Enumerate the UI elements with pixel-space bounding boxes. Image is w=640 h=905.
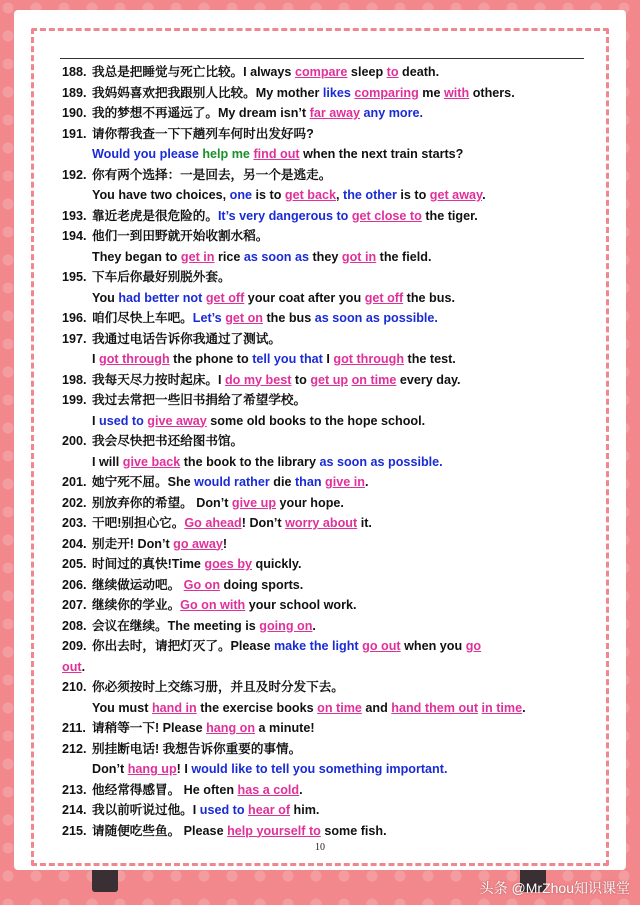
sentence-text: sleep [347, 65, 387, 79]
item-number: 212. [62, 741, 87, 756]
sentence-text: they [308, 249, 342, 264]
sentence-text: 请随便吃些鱼。 Please [92, 823, 228, 838]
item-number: 191. [62, 126, 87, 141]
item-number: 203. [62, 516, 87, 530]
sentence-text: 下车后你最好别脱外套。 [92, 270, 231, 284]
item-number: 190. [62, 106, 87, 120]
sentence-text: the phone to [169, 352, 253, 366]
sentence-text: die [269, 475, 295, 489]
sentence-text: the book to the library [180, 454, 320, 469]
item-number: 211. [62, 721, 86, 735]
key-phrase: get off [205, 290, 245, 305]
sentence-line [62, 370, 584, 391]
sentence-text: every day. [396, 372, 461, 387]
sentence-text: me [418, 85, 445, 100]
key-phrase: get on [225, 311, 263, 325]
sentence-list [62, 62, 584, 841]
highlight-text: used to [99, 413, 144, 428]
sentence-line [62, 677, 584, 698]
key-phrase: hang up [127, 762, 177, 776]
key-phrase: go [465, 639, 482, 653]
item-number: 199. [62, 393, 87, 407]
left-leg-decoration [92, 870, 118, 892]
sentence-text: quickly. [252, 557, 302, 571]
sentence-text: 请稍等一下! Please [92, 721, 207, 735]
sentence-text: is to [252, 188, 285, 202]
sentence-text: 我过去常把一些旧书捐给了希望学校。 [92, 393, 307, 407]
sentence-text: 我以前听说过他。I [92, 803, 200, 817]
sentence-line [62, 329, 584, 350]
page-number: 10 [315, 842, 325, 853]
key-phrase: find out [253, 147, 300, 161]
key-phrase: got in [341, 249, 377, 264]
key-phrase: go away [173, 536, 223, 551]
sentence-text: the test. [404, 352, 456, 366]
sentence-text: your coat after you [244, 290, 365, 305]
sentence-text: a minute! [255, 721, 315, 735]
item-number: 206. [62, 577, 87, 592]
sentence-line [62, 800, 584, 821]
highlight-text: one [229, 188, 253, 202]
sentence-text: 会议在继续。The meeting is [92, 618, 260, 633]
sentence-text: it. [357, 516, 372, 530]
item-number: 195. [62, 270, 87, 284]
item-number: 194. [62, 229, 87, 243]
sentence-text: 我每天尽力按时起床。I [92, 372, 225, 387]
key-phrase: on time [351, 372, 397, 387]
sentence-text: 干吧!别担心它。 [92, 516, 185, 530]
key-phrase: in time [481, 700, 523, 715]
highlight-text: used to [199, 803, 245, 817]
sentence-line [62, 575, 584, 596]
sentence-text: 继续做运动吧。 [92, 577, 184, 592]
sentence-line [62, 308, 584, 329]
key-phrase: hand them out [391, 700, 479, 715]
item-number: 207. [62, 598, 87, 612]
highlight-text: Would you please [92, 147, 199, 161]
sentence-text: 他经常得感冒。 He often [92, 782, 238, 797]
highlight-text: any more. [363, 106, 424, 120]
sentence-line [62, 718, 584, 739]
key-phrase: do my best [224, 372, 292, 387]
sentence-text: . [482, 188, 486, 202]
sentence-text: the field. [376, 249, 432, 264]
sentence-text: the tiger. [421, 208, 478, 223]
sentence-text: 你有两个选择：一是回去，另一个是逃走。 [92, 167, 332, 182]
highlight-text: than [294, 475, 322, 489]
item-number: 193. [62, 208, 87, 223]
sentence-line [62, 226, 584, 247]
sentence-text: 我妈妈喜欢把我跟别人比较。My mother [92, 85, 323, 100]
sentence-text: 你出去时，请把灯灭了。Please [92, 639, 274, 653]
key-phrase: hang on [206, 721, 256, 735]
sentence-text: . [522, 700, 526, 715]
sentence-line [62, 349, 584, 370]
sentence-text: ! [222, 536, 228, 551]
item-number: 198. [62, 372, 87, 387]
highlight-text: the other [343, 188, 397, 202]
item-number: 202. [62, 495, 87, 510]
highlight-text: as soon as possible. [319, 454, 443, 469]
sentence-text: 请你帮我查一下下趟列车何时出发好吗? [92, 126, 314, 141]
key-phrase: on time [317, 700, 362, 715]
key-phrase: give back [122, 454, 181, 469]
sentence-line [62, 62, 584, 83]
sentence-line [62, 247, 584, 268]
item-number: 201. [62, 475, 87, 489]
key-phrase: hand in [151, 700, 197, 715]
sentence-text: 靠近老虎是很危险的。 [92, 208, 218, 223]
sentence-text: They began to [92, 249, 181, 264]
key-phrase: has a cold [237, 782, 300, 797]
key-phrase: far away [309, 106, 361, 120]
sentence-text: You must [92, 700, 152, 715]
sentence-text: ! Don’t [241, 516, 286, 530]
key-phrase: compare [294, 65, 348, 79]
sentence-text: , [336, 188, 344, 202]
item-number: 204. [62, 536, 87, 551]
sentence-text: 别挂断电话! 我想告诉你重要的事情。 [92, 741, 302, 756]
sentence-line [62, 103, 584, 124]
item-number: 205. [62, 557, 87, 571]
sentence-text: is to [396, 188, 430, 202]
sentence-text: some fish. [320, 823, 387, 838]
sentence-text: the bus. [403, 290, 455, 305]
sentence-line [62, 759, 584, 780]
item-number: 189. [62, 85, 87, 100]
highlight-text: likes [322, 85, 351, 100]
sentence-text: I will [92, 454, 123, 469]
sentence-text: 我总是把睡觉与死亡比较。I always [92, 65, 295, 79]
sentence-text: some old books to the hope school. [206, 413, 426, 428]
highlight-text: had better not [118, 290, 203, 305]
item-number: 192. [62, 167, 87, 182]
sentence-text: . [312, 618, 316, 633]
sentence-text: 时间过的真快!Time [92, 557, 205, 571]
key-phrase: worry about [285, 516, 358, 530]
sentence-text: him. [290, 803, 320, 817]
key-phrase: give in [325, 475, 365, 489]
sentence-text: 继续你的学业。 [92, 598, 181, 612]
sentence-line [62, 698, 584, 719]
sentence-line [62, 144, 584, 165]
sentence-text: . [364, 475, 369, 489]
sentence-text: death. [398, 65, 440, 79]
highlight-text: Let’s [192, 311, 222, 325]
item-number: 200. [62, 434, 87, 448]
sentence-line [62, 616, 584, 637]
sentence-line [62, 452, 584, 473]
key-phrase: Go ahead [184, 516, 242, 530]
key-phrase: Go on with [180, 598, 246, 612]
key-phrase: get away [429, 188, 483, 202]
item-number: 188. [62, 65, 87, 79]
sentence-text: the bus [262, 311, 315, 325]
sentence-text: 我通过电话告诉你我通过了测试。 [92, 331, 281, 346]
sentence-text: to [291, 372, 311, 387]
sentence-text: 别放弃你的希望。 Don’t [92, 495, 232, 510]
key-phrase: give away [147, 413, 207, 428]
sentence-line [62, 657, 584, 678]
sentence-line [62, 411, 584, 432]
highlight-text: tell you that [252, 352, 323, 366]
sentence-text: 他们一到田野就开始收割水稻。 [92, 229, 269, 243]
sentence-line [62, 780, 584, 801]
sentence-text: when the next train starts? [299, 147, 464, 161]
sentence-text: I [92, 413, 99, 428]
sentence-text: your school work. [245, 598, 357, 612]
sentence-text: Don’t [92, 762, 128, 776]
item-number: 196. [62, 311, 87, 325]
key-phrase: got through [99, 352, 170, 366]
sentence-text: 我的梦想不再遥远了。My dream isn’t [92, 106, 310, 120]
sentence-line [62, 165, 584, 186]
item-number: 213. [62, 782, 87, 797]
item-number: 215. [62, 823, 87, 838]
highlight-text: as soon as [243, 249, 309, 264]
key-phrase: get up [310, 372, 349, 387]
sentence-line [62, 595, 584, 616]
key-phrase: get off [364, 290, 404, 305]
key-phrase: go out [362, 639, 401, 653]
sentence-line [62, 431, 584, 452]
sentence-line [62, 124, 584, 145]
key-phrase: give up [231, 495, 277, 510]
sentence-text: when you [400, 639, 466, 653]
sentence-line [62, 534, 584, 555]
key-phrase: goes by [204, 557, 253, 571]
key-phrase: to [386, 65, 399, 79]
sentence-text: You [92, 290, 119, 305]
item-number: 214. [62, 803, 87, 817]
sentence-line [62, 83, 584, 104]
key-phrase: with [444, 85, 470, 100]
key-phrase: get in [180, 249, 215, 264]
sentence-text: ! I [176, 762, 192, 776]
key-phrase: comparing [354, 85, 419, 100]
highlight-text: would rather [194, 475, 270, 489]
sentence-text: 你必须按时上交练习册，并且及时分发下去。 [92, 680, 344, 694]
sentence-line [62, 513, 584, 534]
sentence-line [62, 821, 584, 842]
sentence-text: You have two choices, [92, 188, 230, 202]
sentence-line [62, 206, 584, 227]
key-phrase: got through [333, 352, 405, 366]
sentence-text: 别走开! Don’t [92, 536, 174, 551]
sentence-text: I [92, 352, 99, 366]
sentence-text: 我会尽快把书还给图书馆。 [92, 434, 244, 448]
sentence-text: . [299, 782, 303, 797]
sentence-line [62, 288, 584, 309]
item-number: 197. [62, 331, 87, 346]
key-phrase: get close to [351, 208, 422, 223]
sentence-line [62, 472, 584, 493]
item-number: 208. [62, 618, 87, 633]
highlight-text: help me [202, 147, 250, 161]
sentence-line [62, 267, 584, 288]
key-phrase: going on [259, 618, 313, 633]
sentence-line [62, 636, 584, 657]
highlight-text: It’s very dangerous to [217, 208, 349, 223]
sentence-text: . [81, 659, 86, 674]
sentence-text: your hope. [276, 495, 344, 510]
sentence-line [62, 493, 584, 514]
sentence-text: the exercise books [196, 700, 318, 715]
item-number: 210. [62, 680, 87, 694]
sentence-text: doing sports. [220, 577, 304, 592]
sentence-line [62, 739, 584, 760]
key-phrase: out [62, 659, 82, 674]
key-phrase: Go on [183, 577, 221, 592]
top-rule [60, 58, 584, 59]
sentence-line [62, 185, 584, 206]
sentence-text: 她宁死不屈。She [92, 475, 195, 489]
sentence-line [62, 390, 584, 411]
sentence-text: rice [214, 249, 244, 264]
key-phrase: help yourself to [227, 823, 321, 838]
sentence-text: 咱们尽快上车吧。 [92, 311, 193, 325]
sentence-line [62, 554, 584, 575]
highlight-text: as soon as possible. [314, 311, 438, 325]
highlight-text: make the light [273, 639, 359, 653]
sentence-text: and [361, 700, 392, 715]
key-phrase: get back [284, 188, 337, 202]
key-phrase: hear of [248, 803, 291, 817]
sentence-text: others. [469, 85, 515, 100]
watermark: 头条 @MrZhou知识课堂 [479, 880, 630, 896]
highlight-text: would like to tell you something important. [191, 762, 448, 776]
item-number: 209. [62, 639, 87, 653]
sentence-text: I [322, 352, 334, 366]
